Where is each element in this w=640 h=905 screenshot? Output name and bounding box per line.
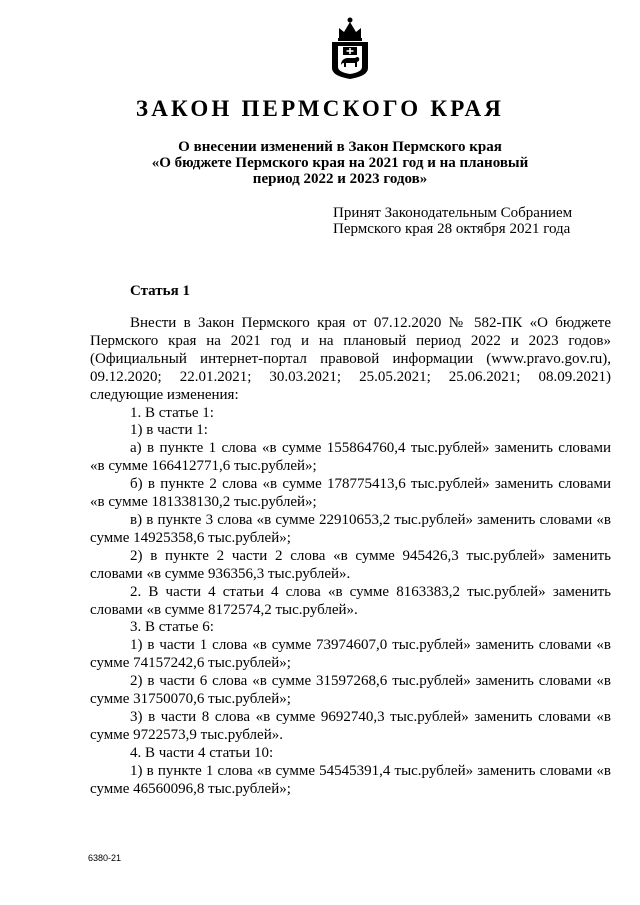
- subtitle-line: О внесении изменений в Закон Пермского края: [178, 139, 502, 155]
- article-paragraph: Внести в Закон Пермского края от 07.12.2020 № 582-ПК «О бюджете Пермского края на 2021 год и на плановый период 2022 и 2023 годов» (Официальный интернет-портал правовой информации (www.pravo.gov.ru), 09.12.2020; 22.01.2021; 30.03.2021; 25.05.2021; 25.06.2021; 08.09.2021) следующие изменения:: [90, 315, 611, 403]
- article-body: [90, 315, 611, 798]
- article-paragraph: 1) в пункте 1 слова «в сумме 54545391,4 тыс.рублей» заменить словами «в сумме 46560096,8 тыс.рублей»;: [90, 762, 611, 797]
- subtitle-line: период 2022 и 2023 годов»: [252, 171, 428, 187]
- article-paragraph: 3. В статье 6:: [130, 619, 214, 636]
- article-paragraph: 1. В статье 1:: [130, 404, 214, 421]
- article-paragraph: 2. В части 4 статьи 4 слова «в сумме 8163383,2 тыс.рублей» заменить словами «в сумме 8172574,2 тыс.рублей».: [90, 583, 611, 618]
- subtitle-line: «О бюджете Пермского края на 2021 год и на плановый: [151, 155, 529, 171]
- article-paragraph: 2) в пункте 2 части 2 слова «в сумме 945426,3 тыс.рублей» заменить словами «в сумме 936356,3 тыс.рублей».: [90, 547, 611, 582]
- law-subtitle: [120, 139, 560, 187]
- article-paragraph: а) в пункте 1 слова «в сумме 155864760,4 тыс.рублей» заменить словами «в сумме 166412771,6 тыс.рублей»;: [90, 440, 611, 475]
- perm-krai-coat-of-arms-icon: [329, 16, 371, 80]
- article-paragraph: 4. В части 4 статьи 10:: [130, 744, 274, 761]
- adoption-line: Принят Законодательным Собранием: [333, 205, 573, 221]
- article-paragraph: б) в пункте 2 слова «в сумме 178775413,6 тыс.рублей» заменить словами «в сумме 181338130,2 тыс.рублей»;: [90, 476, 611, 511]
- law-title: ЗАКОН ПЕРМСКОГО КРАЯ: [135, 96, 505, 121]
- document-code: 6380-21: [88, 853, 122, 863]
- article-paragraph: 3) в части 8 слова «в сумме 9692740,3 тыс.рублей» заменить словами «в сумме 9722573,9 тыс.рублей».: [90, 708, 611, 743]
- article-paragraph: 1) в части 1 слова «в сумме 73974607,0 тыс.рублей» заменить словами «в сумме 74157242,6 тыс.рублей»;: [90, 637, 611, 672]
- article-paragraph: 2) в части 6 слова «в сумме 31597268,6 тыс.рублей» заменить словами «в сумме 31750070,6 тыс.рублей»;: [90, 673, 611, 708]
- article-paragraph: 1) в части 1:: [130, 422, 208, 439]
- adoption-note: [333, 205, 572, 237]
- article-paragraph: в) в пункте 3 слова «в сумме 22910653,2 тыс.рублей» заменить словами «в сумме 14925358,6 тыс.рублей»;: [90, 511, 611, 546]
- adoption-line: Пермского края 28 октября 2021 года: [333, 221, 571, 237]
- article-heading: Статья 1: [130, 283, 190, 299]
